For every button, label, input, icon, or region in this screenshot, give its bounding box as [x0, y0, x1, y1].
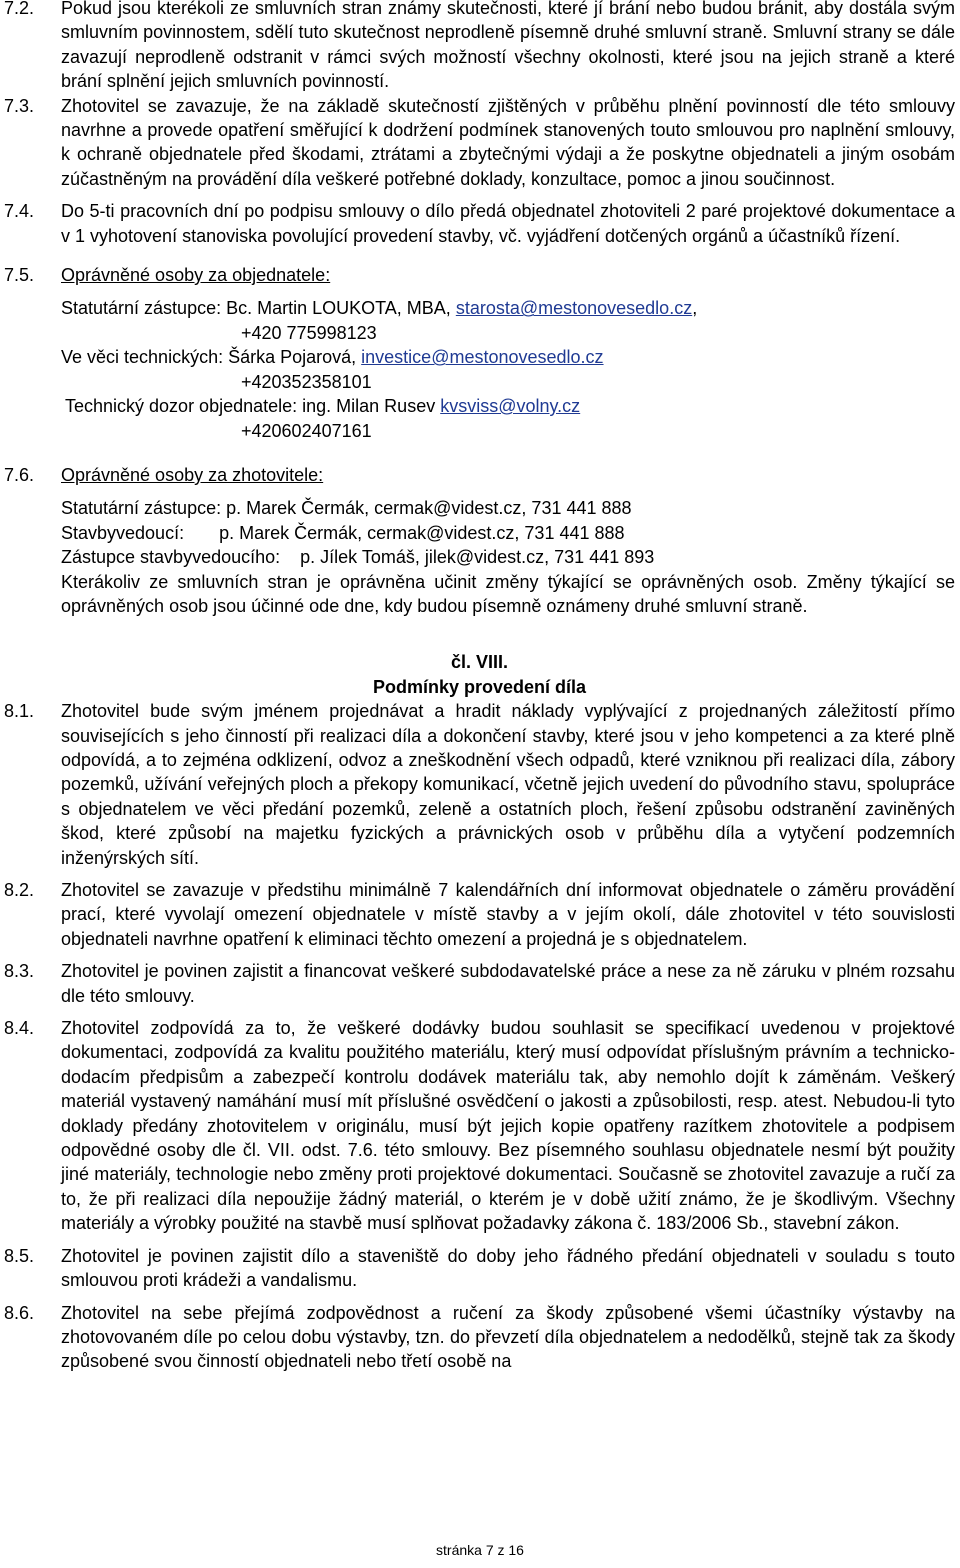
client-statutory-line [61, 296, 955, 320]
client-supervision-line [61, 394, 955, 418]
paragraph-7-4 [4, 199, 955, 248]
paragraph-text: Zhotovitel zodpovídá za to, že veškeré dodávky budou souhlasit se specifikací uvedenou v projektové dokumentaci, zodpovídá za kvalitu použitého materiálu, který musí odpovídat příslušným právním a technicko-dodacím předpisům a zabezpečí kontrolu dodávek materiálu tak, aby nemohlo dojít k záměnám. Veškerý materiál vystavený namáhání musí mít příslušné osvědčení o jakosti a způsobilosti, resp. atest. Nebudou-li tyto doklady předány zhotovitelem v originálu, musí být jejich kopie opatřeny razítkem zhotovitele a podpisem odpovědné osoby dle čl. VII. odst. 7.6. této smlouvy. Bez písemného souhlasu objednatele nesmí být použity jiné materiály, technologie nebo změny proti projektové dokumentaci. Současně se zhotovitel zavazuje a ručí za to, že při realizaci díla nepoužije žádný materiál, o kterém je v době užití známo, že je škodlivým. Všechny materiály a výrobky použité na stavbě musí splňovat požadavky zákona č. 183/2006 Sb., stavební zákon. [61, 1018, 955, 1234]
paragraph-text: Do 5-ti pracovních dní po podpisu smlouvy o dílo předá objednatel zhotoviteli 2 paré projektové dokumentace a v 1 vyhotovení stanoviska povolující provedení stavby, vč. vyjádření dotčených orgánů a účastníků řízení. [61, 201, 955, 246]
paragraph-text: Zhotovitel bude svým jménem projednávat a hradit náklady vyplývající z projednaných záležitostí přímo souvisejících s jeho činností při realizaci díla a dokončení stavby, které jsou v jeho kompetenci a za které plně odpovídá, a to zejména odklizení, odvoz a zneškodnění všech odpadů, které vzniknou při realizaci díla, zábory pozemků, užívání veřejných ploch a překopy komunikací, včetně jejich uvedení do původního stavu, spolupráce s objednatelem ve věci předání pozemků, zeleně a ostatních ploch, řešení způsobu odstranění zaviněných škod, které způsobí na majetku fyzických a právnických osob v průběhu díla a vytyčení podzemních inženýrských sítí. [61, 701, 955, 868]
article-number: čl. VIII. [450, 652, 509, 673]
client-supervision-email-link[interactable]: kvsviss@volny.cz [440, 396, 581, 417]
client-supervision-label: Technický dozor objednatele: ing. Milan Rusev [65, 396, 441, 417]
paragraph-number: 7.3. [4, 95, 35, 116]
paragraph-text: Zhotovitel se zavazuje v předstihu minimálně 7 kalendářních dní informovat objednatele o záměru provádění prací, které vyvolají omezení objednatele v místě stavby a v jejím okolí, dále zhotovitel v této souvislosti objednateli navrhne opatření k eliminaci těchto omezení a projedná je s objednatelem. [61, 880, 955, 949]
paragraph-7-2 [4, 0, 955, 94]
paragraph-text: Zhotovitel je povinen zajistit dílo a staveniště do doby jeho řádného předání objednateli v souladu s touto smlouvou proti krádeži a vandalismu. [61, 1245, 955, 1291]
paragraph-text: Kterákoliv ze smluvních stran je oprávněna učinit změny týkající se oprávněných osob. Změny týkající se oprávněných osob jsou účinné ode dne, kdy budou písemně oznámeny druhé smluvní straně. [61, 571, 955, 616]
paragraph-text: Pokud jsou kterékoli ze smluvních stran známy skutečnosti, které jí brání nebo budou bránit, aby dostála svým smluvním povinnostem, sdělí tuto skutečnost neprodleně písemně druhé smluvní straně. Smluvní strany se dále zavazují neprodleně odstranit v rámci svých možností všechny okolnosti, které jsou na jejich straně a které brání splnění jejich smluvních povinností. [61, 0, 955, 92]
section-heading-contractor-persons: Oprávněné osoby za zhotovitele: [61, 464, 324, 485]
client-technical-phone: +420352358101 [241, 371, 372, 392]
paragraph-text: Zhotovitel je povinen zajistit a financovat veškeré subdodavatelské práce a nese za ně záruku v plném rozsahu dle této smlouvy. [61, 961, 955, 1006]
client-statutory-comma: , [692, 298, 698, 319]
paragraph-8-2 [4, 878, 955, 951]
paragraph-8-3 [4, 959, 955, 1008]
contractor-site-manager-line: Stavbyvedoucí: p. Marek Čermák, cermak@videst.cz, 731 441 888 [61, 522, 625, 543]
client-statutory-phone: +420 775998123 [241, 322, 377, 343]
paragraph-number: 8.2. [4, 880, 35, 900]
paragraph-7-6 [4, 463, 955, 618]
paragraph-number: 8.6. [4, 1302, 35, 1323]
contractor-deputy-line: Zástupce stavbyvedoucího: p. Jílek Tomáš, jilek@videst.cz, 731 441 893 [61, 547, 655, 568]
paragraph-text: Zhotovitel se zavazuje, že na základě skutečností zjištěných v průběhu plnění povinností dle této smlouvy navrhne a provede opatření směřující k dodržení podmínek stanovených touto smlouvou pro naplnění smlouvy, k ochraně objednatele před škodami, ztrátami a zbytečnými výdaji a že poskytne objednateli a jiným osobám zúčastněným na provádění díla veškeré potřebné doklady, konzultace, pomoc a jinou součinnost. [61, 95, 955, 189]
paragraph-7-5 [4, 263, 955, 443]
client-statutory-email-link[interactable]: starosta@mestonovesedlo.cz [455, 298, 693, 319]
page-number-footer: stránka 7 z 16 [436, 1542, 524, 1558]
client-technical-label: Ve věci technických: Šárka Pojarová, [61, 347, 362, 368]
paragraph-number: 8.1. [4, 701, 35, 722]
client-technical-line [61, 345, 955, 369]
contractor-statutory-line: Statutární zástupce: p. Marek Čermák, cermak@videst.cz, 731 441 888 [61, 498, 632, 519]
paragraph-text: Zhotovitel na sebe přejímá zodpovědnost a ručení za škody způsobené všemi účastníky výstavby na zhotovovaném díle po celou dobu výstavby, tzn. do převzetí díla objednatelem a nedodělků, stejně tak za škody způsobené svou činností objednateli nebo třetí osobě na [61, 1302, 955, 1372]
paragraph-number: 7.4. [4, 201, 35, 222]
paragraph-8-6 [4, 1301, 955, 1374]
client-statutory-label: Statutární zástupce: Bc. Martin LOUKOTA, MBA, [61, 298, 456, 319]
paragraph-number: 8.5. [4, 1245, 35, 1266]
client-supervision-phone: +420602407161 [241, 420, 372, 441]
paragraph-8-5 [4, 1244, 955, 1293]
paragraph-number: 8.3. [4, 961, 35, 982]
paragraph-number: 8.4. [4, 1018, 35, 1039]
paragraph-number: 7.6. [4, 464, 35, 485]
article-title: Podmínky provedení díla [372, 676, 587, 697]
paragraph-number: 7.2. [4, 0, 35, 18]
paragraph-7-3 [4, 94, 955, 192]
paragraph-8-1 [4, 699, 955, 870]
client-technical-email-link[interactable]: investice@mestonovesedlo.cz [361, 347, 604, 368]
paragraph-number: 7.5. [4, 265, 35, 286]
paragraph-8-4 [4, 1016, 955, 1236]
section-heading-client-persons: Oprávněné osoby za objednatele: [61, 265, 331, 286]
